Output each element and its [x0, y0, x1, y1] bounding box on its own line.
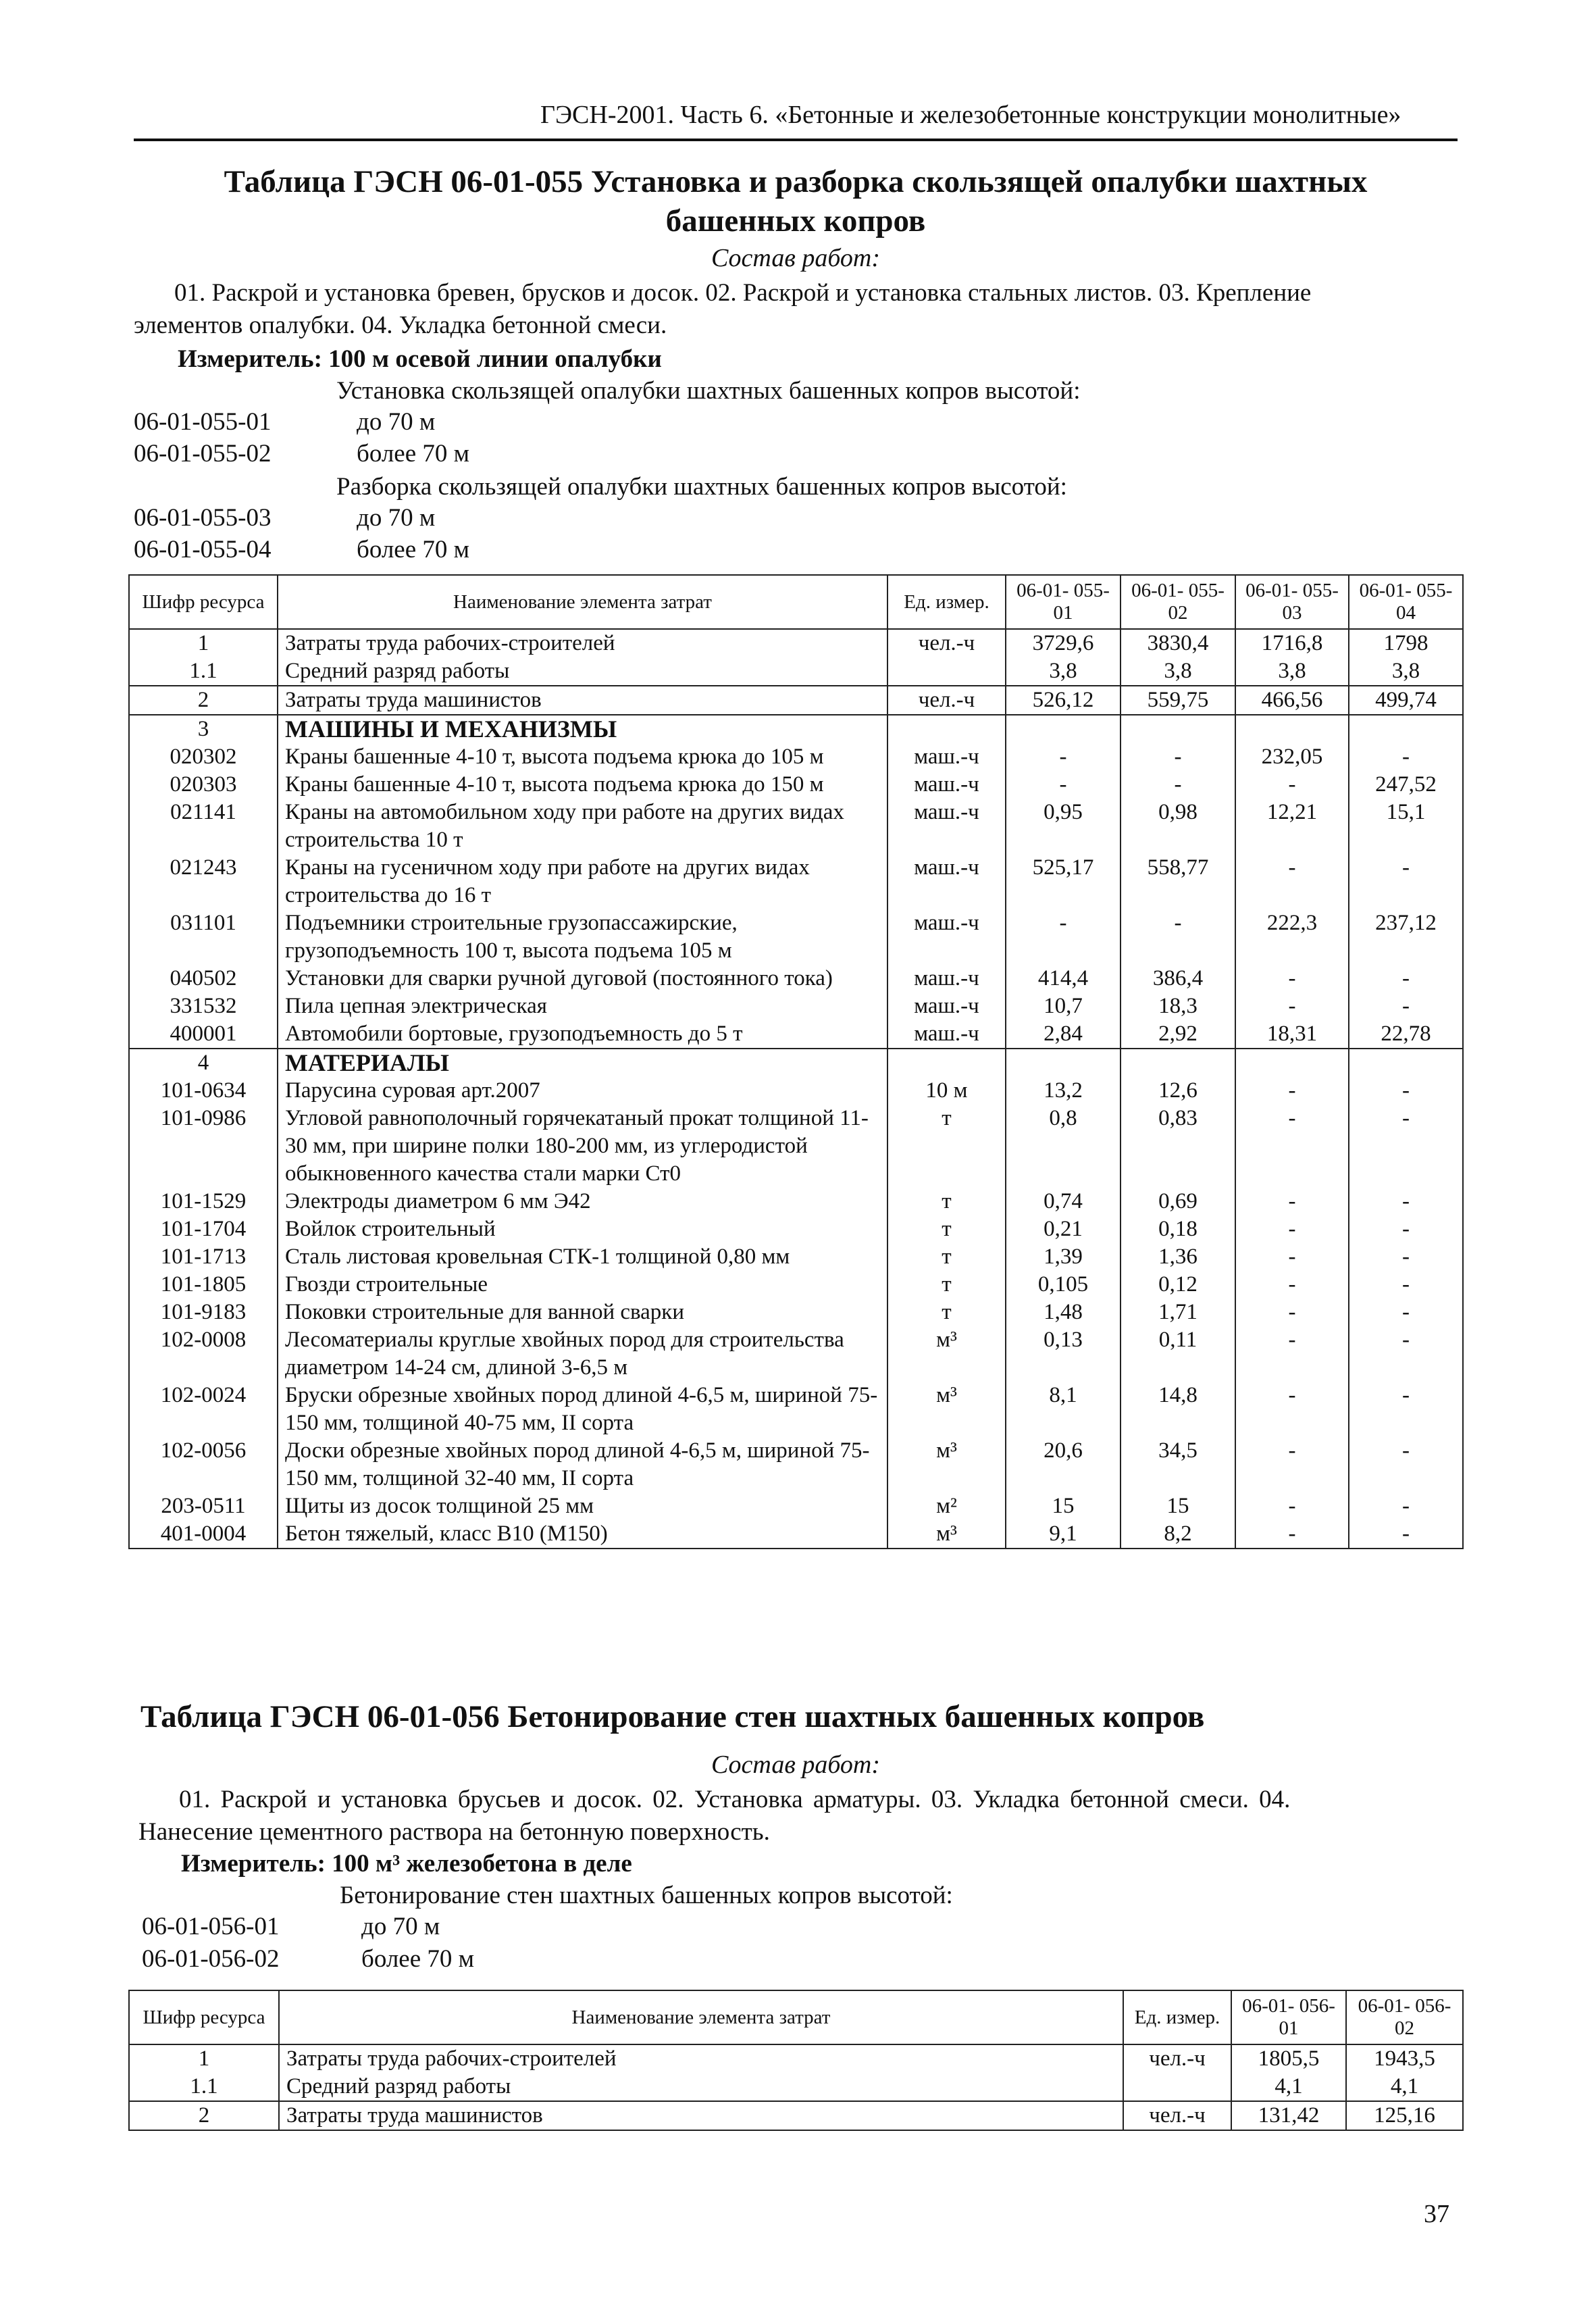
- cell-value: 15: [1006, 1492, 1121, 1520]
- cell-value: 1716,8: [1235, 629, 1349, 657]
- cell-unit: [1123, 2073, 1231, 2101]
- cell-unit: маш.-ч: [887, 743, 1006, 771]
- table1-code-row: [134, 535, 470, 564]
- table2-group1: Бетонирование стен шахтных башенных копров высотой:: [340, 1882, 953, 1909]
- cell-name: Средний разряд работы: [278, 657, 887, 686]
- cell-value: 3,8: [1006, 657, 1121, 686]
- table1-works: [134, 277, 1458, 342]
- table1: [128, 574, 1464, 1549]
- cell-value: 0,18: [1121, 1215, 1235, 1243]
- cell-name: Затраты труда рабочих-строителей: [279, 2044, 1123, 2073]
- cell-value: 0,95: [1006, 799, 1121, 854]
- cell-unit: т: [887, 1215, 1006, 1243]
- table1-header-row: [129, 575, 1463, 629]
- cell-value: 8,1: [1006, 1382, 1121, 1437]
- table-row: [129, 2044, 1463, 2073]
- cell-value: 12,21: [1235, 799, 1349, 854]
- table1-group2: Разборка скользящей опалубки шахтных башенных копров высотой:: [336, 473, 1067, 501]
- col-header-unit: Ед. измер.: [1123, 1990, 1231, 2044]
- cell-value: 0,13: [1006, 1326, 1121, 1382]
- cell-value: 0,105: [1006, 1271, 1121, 1299]
- cell-code: 020302: [129, 743, 278, 771]
- cell-name: Краны на гусеничном ходу при работе на других видах строительства до 16 т: [278, 854, 887, 909]
- table-row: [129, 1271, 1463, 1299]
- cell-value: -: [1121, 909, 1235, 965]
- cell-name: МАТЕРИАЛЫ: [278, 1049, 887, 1077]
- cell-unit: чел.-ч: [1123, 2101, 1231, 2130]
- cell-unit: маш.-ч: [887, 854, 1006, 909]
- col-header-v2: 06-01- 055-02: [1121, 575, 1235, 629]
- cell-code: 400001: [129, 1020, 278, 1049]
- code-desc: до 70 м: [357, 408, 436, 436]
- cell-value: -: [1121, 771, 1235, 799]
- cell-unit: маш.-ч: [887, 799, 1006, 854]
- cell-value: -: [1349, 1271, 1463, 1299]
- table1-code-row: [134, 439, 470, 468]
- cell-value: 18,31: [1235, 1020, 1349, 1049]
- cell-value: -: [1349, 1188, 1463, 1215]
- cell-value: -: [1235, 1520, 1349, 1549]
- cell-unit: маш.-ч: [887, 909, 1006, 965]
- table-row: [129, 1188, 1463, 1215]
- code-desc: более 70 м: [361, 1945, 475, 1973]
- col-header-v4: 06-01- 055-04: [1349, 575, 1463, 629]
- cell-value: 0,11: [1121, 1326, 1235, 1382]
- cell-value: 2,84: [1006, 1020, 1121, 1049]
- table-row: [129, 992, 1463, 1020]
- cell-value: [1121, 1049, 1235, 1077]
- cell-value: -: [1349, 1299, 1463, 1326]
- table-row: [129, 1049, 1463, 1077]
- code: 06-01-056-02: [142, 1945, 280, 1973]
- cell-code: 2: [129, 2101, 279, 2130]
- cell-name: Гвозди строительные: [278, 1271, 887, 1299]
- cell-code: 102-0056: [129, 1437, 278, 1492]
- cell-value: 8,2: [1121, 1520, 1235, 1549]
- table-row: [129, 1020, 1463, 1049]
- col-header-v3: 06-01- 055-03: [1235, 575, 1349, 629]
- cell-value: 525,17: [1006, 854, 1121, 909]
- cell-value: -: [1235, 1382, 1349, 1437]
- cell-value: -: [1349, 992, 1463, 1020]
- cell-value: -: [1349, 1437, 1463, 1492]
- table2-works-line1: 01. Раскрой и установка брусьев и досок. 02. Установка арматуры. 03. Укладка бетонной смеси. 04.: [179, 1786, 1291, 1813]
- table2: [128, 1990, 1464, 2131]
- cell-name: Щиты из досок толщиной 25 мм: [278, 1492, 887, 1520]
- cell-value: 237,12: [1349, 909, 1463, 965]
- cell-value: -: [1006, 743, 1121, 771]
- cell-value: -: [1349, 1492, 1463, 1520]
- cell-value: 9,1: [1006, 1520, 1121, 1549]
- table-row: [129, 715, 1463, 743]
- cell-code: 101-1713: [129, 1243, 278, 1271]
- cell-code: 3: [129, 715, 278, 743]
- cell-value: -: [1349, 1077, 1463, 1105]
- cell-value: 0,98: [1121, 799, 1235, 854]
- cell-code: 101-9183: [129, 1299, 278, 1326]
- cell-value: -: [1006, 771, 1121, 799]
- cell-value: 15: [1121, 1492, 1235, 1520]
- cell-value: 558,77: [1121, 854, 1235, 909]
- cell-value: -: [1349, 965, 1463, 992]
- cell-value: [1235, 715, 1349, 743]
- cell-value: 0,69: [1121, 1188, 1235, 1215]
- cell-value: -: [1349, 1105, 1463, 1188]
- code-desc: более 70 м: [357, 440, 470, 468]
- cell-value: [1349, 715, 1463, 743]
- table-row: [129, 1077, 1463, 1105]
- cell-value: -: [1235, 1271, 1349, 1299]
- cell-value: 4,1: [1346, 2073, 1463, 2101]
- cell-code: 040502: [129, 965, 278, 992]
- cell-value: 1,48: [1006, 1299, 1121, 1326]
- cell-unit: [887, 1049, 1006, 1077]
- cell-value: 13,2: [1006, 1077, 1121, 1105]
- cell-name: Установки для сварки ручной дуговой (постоянного тока): [278, 965, 887, 992]
- cell-value: -: [1235, 1299, 1349, 1326]
- table-row: [129, 799, 1463, 854]
- cell-value: 20,6: [1006, 1437, 1121, 1492]
- table-row: [129, 686, 1463, 715]
- cell-value: 22,78: [1349, 1020, 1463, 1049]
- cell-unit: м³: [887, 1520, 1006, 1549]
- cell-name: Краны башенные 4-10 т, высота подъема крюка до 105 м: [278, 743, 887, 771]
- code-desc: до 70 м: [361, 1913, 440, 1940]
- cell-value: [1349, 1049, 1463, 1077]
- cell-code: 1.1: [129, 2073, 279, 2101]
- col-header-v1: 06-01- 055-01: [1006, 575, 1121, 629]
- cell-value: [1006, 1049, 1121, 1077]
- cell-name: МАШИНЫ И МЕХАНИЗМЫ: [278, 715, 887, 743]
- table-row: [129, 2101, 1463, 2130]
- cell-value: 0,8: [1006, 1105, 1121, 1188]
- cell-value: -: [1349, 1215, 1463, 1243]
- cell-unit: т: [887, 1243, 1006, 1271]
- table-row: [129, 771, 1463, 799]
- cell-name: Электроды диаметром 6 мм Э42: [278, 1188, 887, 1215]
- cell-value: -: [1121, 743, 1235, 771]
- cell-name: Затраты труда машинистов: [278, 686, 887, 715]
- table1-works-line1: 01. Раскрой и установка бревен, брусков и досок. 02. Раскрой и установка стальных листов. 03. Крепление: [174, 279, 1312, 307]
- cell-unit: м³: [887, 1437, 1006, 1492]
- cell-value: 3,8: [1121, 657, 1235, 686]
- cell-code: 031101: [129, 909, 278, 965]
- col-header-v1: 06-01- 056-01: [1231, 1990, 1346, 2044]
- cell-value: 1,71: [1121, 1299, 1235, 1326]
- table1-title-line2: башенных копров: [665, 203, 926, 238]
- cell-name: Угловой равнополочный горячекатаный прокат толщиной 11-30 мм, при ширине полки 180-200 мм, из углеродистой обыкновенного качества стали марки Ст0: [278, 1105, 887, 1188]
- cell-unit: т: [887, 1299, 1006, 1326]
- code: 06-01-055-02: [134, 440, 272, 468]
- cell-code: 020303: [129, 771, 278, 799]
- cell-value: -: [1349, 743, 1463, 771]
- cell-name: Пила цепная электрическая: [278, 992, 887, 1020]
- page-number: 37: [1424, 2200, 1449, 2228]
- cell-unit: маш.-ч: [887, 1020, 1006, 1049]
- cell-code: 101-0634: [129, 1077, 278, 1105]
- cell-unit: чел.-ч: [1123, 2044, 1231, 2073]
- cell-value: -: [1349, 854, 1463, 909]
- cell-unit: м³: [887, 1382, 1006, 1437]
- cell-name: Сталь листовая кровельная СТК-1 толщиной 0,80 мм: [278, 1243, 887, 1271]
- cell-value: -: [1349, 1520, 1463, 1549]
- col-header-code: Шифр ресурса: [129, 575, 278, 629]
- cell-name: Затраты труда рабочих-строителей: [278, 629, 887, 657]
- cell-value: -: [1235, 1105, 1349, 1188]
- table-row: [129, 1382, 1463, 1437]
- table1-group1: Установка скользящей опалубки шахтных башенных копров высотой:: [336, 377, 1081, 405]
- table-row: [129, 1243, 1463, 1271]
- cell-value: -: [1235, 1077, 1349, 1105]
- cell-code: 101-1805: [129, 1271, 278, 1299]
- cell-name: Краны на автомобильном ходу при работе на других видах строительства 10 т: [278, 799, 887, 854]
- code: 06-01-055-01: [134, 408, 272, 436]
- cell-code: 102-0024: [129, 1382, 278, 1437]
- table2-title: Таблица ГЭСН 06-01-056 Бетонирование стен шахтных башенных копров: [140, 1699, 1205, 1734]
- cell-name: Затраты труда машинистов: [279, 2101, 1123, 2130]
- table1-code-row: [134, 407, 436, 436]
- col-header-name: Наименование элемента затрат: [279, 1990, 1123, 2044]
- cell-code: 1: [129, 629, 278, 657]
- cell-value: 3729,6: [1006, 629, 1121, 657]
- cell-code: 203-0511: [129, 1492, 278, 1520]
- cell-unit: [887, 657, 1006, 686]
- cell-value: -: [1235, 1437, 1349, 1492]
- cell-value: 0,12: [1121, 1271, 1235, 1299]
- cell-name: Подъемники строительные грузопассажирские, грузоподъемность 100 т, высота подъема 105 м: [278, 909, 887, 965]
- cell-unit: чел.-ч: [887, 686, 1006, 715]
- cell-unit: т: [887, 1271, 1006, 1299]
- cell-value: -: [1235, 1188, 1349, 1215]
- cell-value: [1006, 715, 1121, 743]
- cell-value: 0,21: [1006, 1215, 1121, 1243]
- cell-value: 131,42: [1231, 2101, 1346, 2130]
- cell-code: 021243: [129, 854, 278, 909]
- col-header-v2: 06-01- 056-02: [1346, 1990, 1463, 2044]
- cell-value: 499,74: [1349, 686, 1463, 715]
- table2-works-caption: Состав работ:: [711, 1751, 881, 1779]
- code: 06-01-056-01: [142, 1913, 280, 1940]
- table-row: [129, 1299, 1463, 1326]
- cell-value: 12,6: [1121, 1077, 1235, 1105]
- cell-value: 3,8: [1235, 657, 1349, 686]
- cell-name: Краны башенные 4-10 т, высота подъема крюка до 150 м: [278, 771, 887, 799]
- cell-name: Поковки строительные для ванной сварки: [278, 1299, 887, 1326]
- cell-unit: м³: [887, 1326, 1006, 1382]
- cell-value: 0,74: [1006, 1188, 1121, 1215]
- running-header: ГЭСН-2001. Часть 6. «Бетонные и железобетонные конструкции монолитные»: [540, 101, 1401, 129]
- cell-name: Войлок строительный: [278, 1215, 887, 1243]
- table-row: [129, 909, 1463, 965]
- cell-name: Доски обрезные хвойных пород длиной 4-6,5 м, шириной 75-150 мм, толщиной 32-40 мм, II сорта: [278, 1437, 887, 1492]
- cell-value: 232,05: [1235, 743, 1349, 771]
- cell-value: 3,8: [1349, 657, 1463, 686]
- cell-code: 101-0986: [129, 1105, 278, 1188]
- cell-value: 0,83: [1121, 1105, 1235, 1188]
- cell-unit: [887, 715, 1006, 743]
- col-header-name: Наименование элемента затрат: [278, 575, 887, 629]
- cell-value: 1,39: [1006, 1243, 1121, 1271]
- cell-value: 1943,5: [1346, 2044, 1463, 2073]
- code: 06-01-055-03: [134, 504, 272, 532]
- cell-value: -: [1235, 965, 1349, 992]
- cell-value: -: [1349, 1243, 1463, 1271]
- cell-value: 4,1: [1231, 2073, 1346, 2101]
- cell-value: 10,7: [1006, 992, 1121, 1020]
- cell-value: -: [1235, 854, 1349, 909]
- cell-name: Бруски обрезные хвойных пород длиной 4-6,5 м, шириной 75-150 мм, толщиной 40-75 мм, II сорта: [278, 1382, 887, 1437]
- cell-value: 15,1: [1349, 799, 1463, 854]
- table-row: [129, 1326, 1463, 1382]
- cell-unit: м²: [887, 1492, 1006, 1520]
- cell-value: 18,3: [1121, 992, 1235, 1020]
- table-row: [129, 1492, 1463, 1520]
- cell-unit: т: [887, 1105, 1006, 1188]
- col-header-code: Шифр ресурса: [129, 1990, 279, 2044]
- table-row: [129, 1215, 1463, 1243]
- cell-value: 222,3: [1235, 909, 1349, 965]
- cell-code: 1: [129, 2044, 279, 2073]
- cell-code: 102-0008: [129, 1326, 278, 1382]
- table2-header-row: [129, 1990, 1463, 2044]
- table1-title: [134, 162, 1458, 241]
- code-desc: более 70 м: [357, 536, 470, 563]
- cell-code: 401-0004: [129, 1520, 278, 1549]
- cell-value: 34,5: [1121, 1437, 1235, 1492]
- table2-works: [138, 1784, 1458, 1848]
- cell-value: 3830,4: [1121, 629, 1235, 657]
- table-row: [129, 2073, 1463, 2101]
- table-row: [129, 1105, 1463, 1188]
- cell-code: 2: [129, 686, 278, 715]
- cell-name: Бетон тяжелый, класс В10 (М150): [278, 1520, 887, 1549]
- table1-code-row: [134, 503, 436, 532]
- code-desc: до 70 м: [357, 504, 436, 532]
- table-row: [129, 854, 1463, 909]
- cell-value: -: [1235, 992, 1349, 1020]
- cell-unit: маш.-ч: [887, 992, 1006, 1020]
- cell-value: [1235, 1049, 1349, 1077]
- cell-code: 101-1704: [129, 1215, 278, 1243]
- header-rule: [134, 139, 1458, 141]
- cell-value: 247,52: [1349, 771, 1463, 799]
- cell-value: 386,4: [1121, 965, 1235, 992]
- cell-code: 1.1: [129, 657, 278, 686]
- table1-works-caption: Состав работ:: [711, 244, 881, 272]
- cell-unit: чел.-ч: [887, 629, 1006, 657]
- cell-unit: т: [887, 1188, 1006, 1215]
- table2-code-row: [142, 1912, 440, 1941]
- cell-unit: маш.-ч: [887, 771, 1006, 799]
- cell-value: 125,16: [1346, 2101, 1463, 2130]
- cell-value: -: [1235, 1492, 1349, 1520]
- cell-value: 1798: [1349, 629, 1463, 657]
- cell-value: -: [1235, 1243, 1349, 1271]
- cell-name: Средний разряд работы: [279, 2073, 1123, 2101]
- table1-works-line2: элементов опалубки. 04. Укладка бетонной смеси.: [134, 311, 667, 339]
- table-row: [129, 743, 1463, 771]
- table2-works-line2: Нанесение цементного раствора на бетонную поверхность.: [138, 1818, 770, 1846]
- table-row: [129, 629, 1463, 657]
- table2-meter: Измеритель: 100 м³ железобетона в деле: [181, 1850, 632, 1878]
- cell-value: [1121, 715, 1235, 743]
- table-row: [129, 657, 1463, 686]
- cell-value: 1,36: [1121, 1243, 1235, 1271]
- cell-value: -: [1235, 771, 1349, 799]
- table1-meter: Измеритель: 100 м осевой линии опалубки: [178, 345, 662, 373]
- table-row: [129, 1437, 1463, 1492]
- table2-code-row: [142, 1944, 475, 1973]
- cell-value: 414,4: [1006, 965, 1121, 992]
- table1-title-line1: Таблица ГЭСН 06-01-055 Установка и разборка скользящей опалубки шахтных: [224, 164, 1368, 199]
- cell-name: Парусина суровая арт.2007: [278, 1077, 887, 1105]
- cell-value: 2,92: [1121, 1020, 1235, 1049]
- cell-value: -: [1006, 909, 1121, 965]
- cell-unit: 10 м: [887, 1077, 1006, 1105]
- cell-value: -: [1349, 1326, 1463, 1382]
- cell-name: Автомобили бортовые, грузоподъемность до 5 т: [278, 1020, 887, 1049]
- cell-code: 4: [129, 1049, 278, 1077]
- cell-value: 526,12: [1006, 686, 1121, 715]
- cell-value: 1805,5: [1231, 2044, 1346, 2073]
- code: 06-01-055-04: [134, 536, 272, 563]
- table-row: [129, 1520, 1463, 1549]
- cell-value: -: [1235, 1215, 1349, 1243]
- cell-value: 559,75: [1121, 686, 1235, 715]
- cell-code: 101-1529: [129, 1188, 278, 1215]
- cell-value: -: [1349, 1382, 1463, 1437]
- cell-code: 331532: [129, 992, 278, 1020]
- table-row: [129, 965, 1463, 992]
- cell-value: 14,8: [1121, 1382, 1235, 1437]
- cell-value: 466,56: [1235, 686, 1349, 715]
- cell-value: -: [1235, 1326, 1349, 1382]
- col-header-unit: Ед. измер.: [887, 575, 1006, 629]
- cell-name: Лесоматериалы круглые хвойных пород для строительства диаметром 14-24 см, длиной 3-6,5 м: [278, 1326, 887, 1382]
- cell-code: 021141: [129, 799, 278, 854]
- cell-unit: маш.-ч: [887, 965, 1006, 992]
